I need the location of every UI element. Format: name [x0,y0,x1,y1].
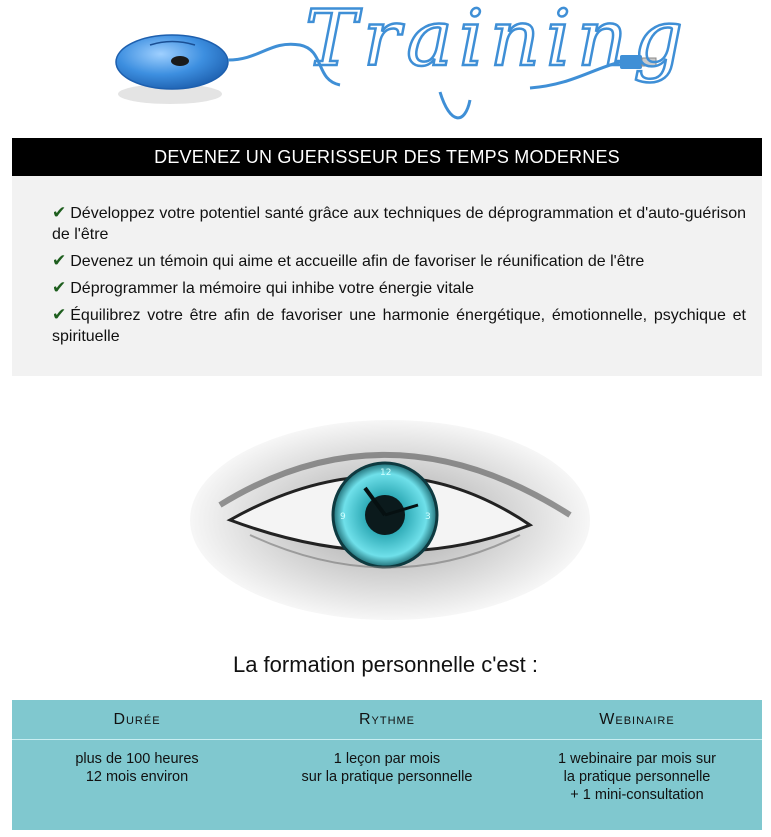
benefit-item: ✔ Développez votre potentiel santé grâce aux techniques de déprogrammation et d'auto-guérison de l'être [52,203,746,243]
cell-duree: plus de 100 heures 12 mois environ [75,751,199,785]
section-heading: La formation personnelle c'est : [232,652,539,677]
checkmark-icon: ✔ [52,278,67,297]
info-table [12,700,762,830]
training-logo [110,0,690,130]
banner-title: DEVENEZ UN GUERISSEUR DES TEMPS MODERNES [12,138,762,176]
cell-webinaire: 1 webinaire par mois sur la pratique personnelle + 1 mini-consultation [558,751,716,803]
checkmark-icon: ✔ [52,251,67,270]
logo-word: Training [305,0,690,84]
header-duree: Durée [113,710,161,728]
benefit-item: ✔ Équilibrez votre être afin de favoriser une harmonie énergétique, émotionnelle, psychique et spirituelle [52,305,746,345]
checkmark-icon: ✔ [52,203,67,222]
benefit-item: ✔ Déprogrammer la mémoire qui inhibe votre énergie vitale [52,278,474,297]
svg-text:12: 12 [380,468,392,478]
table-header-row [12,700,762,740]
header-webinaire: Webinaire [599,710,675,728]
svg-text:9: 9 [340,512,346,522]
svg-text:3: 3 [425,512,431,522]
benefits-list [12,176,762,376]
cell-rythme: 1 leçon par mois sur la pratique personnelle [301,751,473,785]
checkmark-icon: ✔ [52,305,67,324]
header-rythme: Rythme [358,710,416,728]
benefit-item: ✔ Devenez un témoin qui aime et accueille afin de favoriser le réunification de l'être [52,251,645,270]
table-row [12,740,762,804]
eye-clock-image [190,410,590,625]
